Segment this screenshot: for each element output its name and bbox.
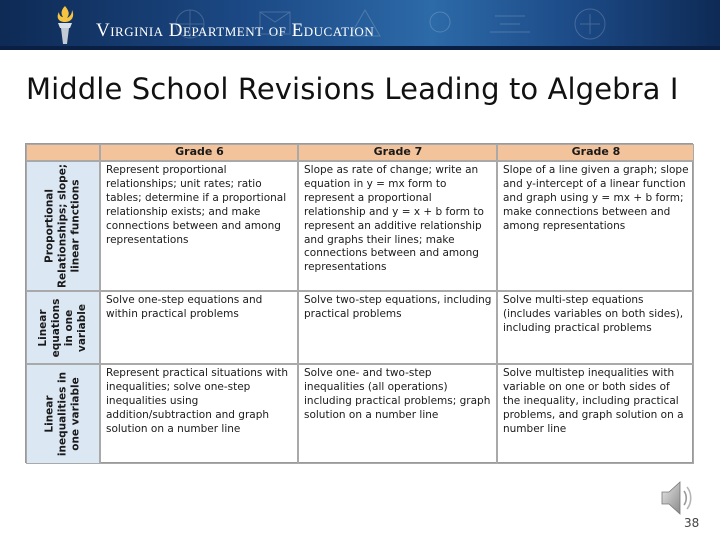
torch-logo-icon — [52, 4, 78, 46]
header-banner — [0, 0, 720, 50]
table-cell: Represent practical situations with inequalities; solve one-step inequalities using addition/subtraction and graph solution on a number line — [100, 364, 298, 464]
row-header-line: one variable — [69, 377, 82, 451]
revisions-table — [25, 143, 693, 463]
column-header-grade-8: Grade 8 — [497, 144, 694, 161]
table-cell: Solve multi-step equations (includes variables on both sides), including practical problems — [497, 291, 694, 364]
table-corner — [26, 144, 100, 161]
row-header-line: Linear — [43, 395, 56, 433]
row-header-linear-equations — [26, 291, 100, 364]
row-header-line: in one — [63, 309, 75, 346]
organization-name: Virginia Department of Education — [96, 20, 375, 41]
row-header-line: Relationships; slope; — [56, 163, 69, 289]
row-header-line: equations — [50, 298, 62, 357]
table-cell: Represent proportional relationships; unit rates; ratio tables; determine if a proportional relationship exists; and make connections between and among representations — [100, 161, 298, 291]
column-header-grade-7: Grade 7 — [298, 144, 497, 161]
row-header-line: Linear — [37, 308, 49, 347]
table-cell: Solve one- and two-step inequalities (all operations) including practical problems; graph solution on a number line — [298, 364, 497, 464]
table-cell: Solve two-step equations, including practical problems — [298, 291, 497, 364]
row-header-linear-inequalities — [26, 364, 100, 464]
column-header-grade-6: Grade 6 — [100, 144, 298, 161]
row-header-line: Proportional — [43, 189, 56, 264]
page-number: 38 — [684, 516, 700, 530]
row-header-proportional — [26, 161, 100, 291]
row-header-line: variable — [76, 303, 88, 352]
table-cell: Solve multistep inequalities with variable on one or both sides of the inequality, including practical problems, and graph solution on a number line — [497, 364, 694, 464]
audio-speaker-icon[interactable] — [660, 478, 694, 518]
row-header-line: inequalities in — [56, 371, 69, 457]
table-cell: Slope of a line given a graph; slope and y-intercept of a linear function and graph using y = mx + b form; make connections between and among representations — [497, 161, 694, 291]
row-header-line: linear functions — [69, 179, 82, 273]
table-cell: Solve one-step equations and within practical problems — [100, 291, 298, 364]
slide-title: Middle School Revisions Leading to Algebra I — [26, 72, 679, 106]
table-cell: Slope as rate of change; write an equation in y = mx form to represent a proportional relationship and y = x + b form to represent an additive relationship and graphs their lines; make connections between and among representations — [298, 161, 497, 291]
